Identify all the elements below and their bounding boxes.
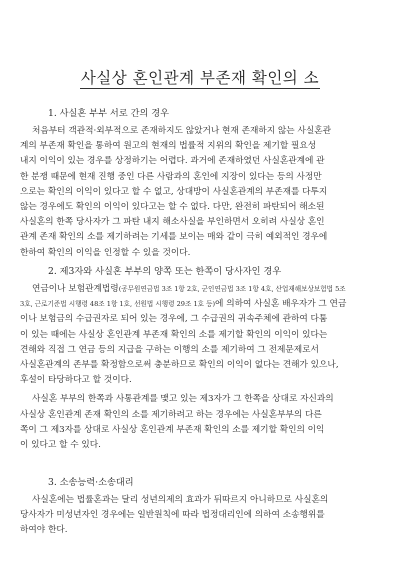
paragraph-line: 처음부터 객관적·외부적으로 존재하지도 않았거나 현재 존재하지 않는 사실혼관 <box>32 126 332 136</box>
paragraph-line: 이 있는 때에는 사실상 혼인관계 부존재 확인의 소를 제기할 확인의 이익이 있다는 <box>20 329 328 340</box>
paragraph-line: 계의 부존재 확인을 통하여 원고의 현재의 법률적 지위의 확인을 제기할 필요성 <box>20 141 317 152</box>
document-title <box>0 66 400 88</box>
paragraph-line: 견해와 직접 그 연금 등의 지급을 구하는 이행의 소를 제기하여 그 전제문제로서 <box>20 344 319 355</box>
statute-citation: (공무원연금법 3조 1항 2호, 군인연금법 3조 1항 4호, 산업재해보상보험법 5조 <box>118 285 346 293</box>
section-2 <box>20 264 388 453</box>
section-1 <box>20 106 388 261</box>
paragraph-line: 사실상 혼인관계 존재 확인의 소를 제기하려고 하는 경우에는 사실혼부부의 다른 <box>20 409 322 420</box>
paragraph-line <box>20 297 388 312</box>
paragraph-line: 쪽이 그 제3자를 상대로 사실상 혼인관계 부존재 확인의 소를 제기할 확인의 이익 <box>20 424 325 435</box>
paragraph-line: 이 있다고 할 수 있다. <box>20 440 101 451</box>
paragraph-line: 내지 이익이 있는 경우를 상정하기는 어렵다. 과거에 존재하였던 사실혼관계에 관 <box>20 156 325 167</box>
statute-citation: 3호, 근로기준법 시행령 48조 1항 1호, 선원법 시행령 29조 1호 등) <box>20 300 216 309</box>
paragraph-line: 않는 경우에도 확인의 이익이 있다고는 할 수 없다. 다만, 완전히 파탄되어 해소된 <box>20 202 325 213</box>
paragraph-line: 이나 보험금의 수급권자로 되어 있는 경우에, 그 수급권의 귀속주체에 관하여 다툼 <box>20 314 328 325</box>
paragraph <box>20 282 388 388</box>
section-heading: 2. 제3자와 사실혼 부부의 양쪽 또는 한쪽이 당사자인 경우 <box>48 266 282 277</box>
document-title-text: 사실상 혼인관계 부존재 확인의 소 <box>80 69 320 87</box>
paragraph-line: 으로는 확인의 이익이 있다고 할 수 없고, 상대방이 사실혼관계의 부존재를 다투지 <box>20 186 328 197</box>
paragraph <box>20 493 388 539</box>
paragraph-line: 당사자가 미성년자인 경우에는 일반원칙에 따라 법정대리인에 의하여 소송행위를 <box>20 510 325 521</box>
paragraph-line: 사실혼 부부의 한쪽과 사통관계를 맺고 있는 제3자가 그 한쪽을 상대로 자신과의 <box>32 394 334 405</box>
paragraph <box>20 392 388 453</box>
paragraph-line: 하여야 한다. <box>20 525 68 536</box>
paragraph-line <box>20 282 388 297</box>
paragraph-line: 사실혼의 한쪽 당사자가 그 파탄 내지 해소사실을 부인하면서 오히려 사실상 혼인 <box>20 217 325 228</box>
section-3 <box>20 475 388 539</box>
section-heading: 3. 소송능력·소송대리 <box>48 477 134 488</box>
paragraph-text: 에 의하여 사실혼 배우자가 그 연금 <box>215 299 347 310</box>
paragraph-line: 한하여 확인의 이익을 인정할 수 있을 것이다. <box>20 247 191 258</box>
section-heading: 1. 사실혼 부부 서로 간의 경우 <box>48 108 169 119</box>
paragraph-line: 사실혼에는 법률혼과는 달리 성년의제의 효과가 뒤따르지 아니하므로 사실혼의 <box>32 495 329 505</box>
paragraph-line: 한 분쟁 때문에 현재 진행 중인 다른 사람과의 혼인에 지장이 있다는 등의 사정만 <box>20 171 322 182</box>
paragraph-line: 관계 존재 확인의 소를 제기하려는 기세를 보이는 매와 같이 극히 예외적인 경우에 <box>20 232 328 243</box>
paragraph-line: 사실혼관계의 존부를 확정함으로써 충분하므로 확인의 이익이 없다는 견해가 있으나, <box>20 360 339 371</box>
paragraph-text: 연금이나 보험관계법령 <box>32 284 119 294</box>
paragraph-line: 후설이 타당하다고 할 것이다. <box>20 375 132 386</box>
paragraph <box>20 124 388 261</box>
